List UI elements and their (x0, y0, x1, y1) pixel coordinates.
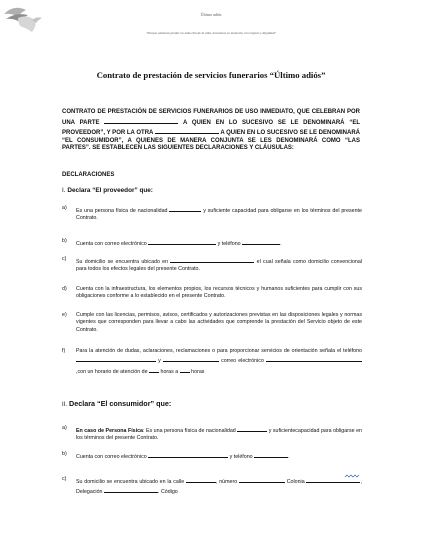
s2-item-b-text-1: Cuenta con correo electrónico (76, 454, 147, 460)
s1-item-a-label: a) (62, 205, 67, 211)
s1-item-a (62, 205, 362, 221)
s1-item-b-text-2: y teléfono (217, 241, 241, 247)
s2-item-c-text-2: , número (215, 479, 238, 485)
consumer-nationality-blank[interactable] (237, 425, 267, 432)
spellcheck-squiggle-icon (345, 474, 359, 478)
provider-phone-blank[interactable] (242, 238, 280, 245)
consumer-street-blank[interactable] (186, 476, 216, 483)
s1-item-d-text: Cuenta con la infraestructura, los elementos propios, los recursos técnicos y humanos suficientes para cumplir con sus obligaciones conforme a lo establecido en el presente Contrato. (76, 286, 362, 300)
consumer-name-blank[interactable] (155, 127, 219, 134)
s1-item-e-text: Cumple con las licencias, permisos, avisos, certificados y autorizaciones previstas en las disposiciones legales y normas vigentes que corresponden para llevar a cabo las actividades que comprende la prestación del Servicio objeto de este Contrato. (76, 312, 362, 333)
s1-item-d-label: d) (62, 286, 67, 292)
section1-heading (62, 187, 153, 195)
s2-item-c-text-3: Colonia (286, 479, 305, 485)
s1-item-f (62, 348, 362, 378)
s2-item-c-label: c) (62, 476, 67, 482)
orientation-phone-blank[interactable] (76, 355, 156, 362)
s1-item-f-label: f) (62, 348, 66, 354)
section2-heading (62, 399, 171, 408)
consumer-email-blank[interactable] (148, 451, 228, 458)
document-title: Contrato de prestación de servicios funerarios “Último adiós” (96, 70, 326, 80)
s1-item-c-text-1: Su domicilio se encuentra ubicado en (76, 259, 169, 265)
s1-item-b (62, 238, 362, 247)
s1-item-f-text-1: Para la atención de dudas, aclaraciones, reclamaciones o para proporcionar servicios de orientación señala el teléfono (76, 348, 362, 354)
orientation-extra-blank[interactable] (163, 355, 219, 362)
s2-item-a-bold: En caso de Persona Física (76, 428, 143, 434)
s1-item-c-label: c) (62, 256, 67, 262)
intro-text-3: A QUIEN EN LO SUCESIVO SE LE DENOMINARÁ “EL CONSUMIDOR”, A QUIENES DE MANERA CONJUNTA SE LES DENOMINARÁ COMO “LAS PARTES”. SE ESTABLECEN LAS SIGUIENTES DECLARACIONES Y CLÁUSULAS: (62, 130, 360, 152)
s2-item-c-text-4: , Delegación (76, 479, 362, 496)
s1-item-f-text-5: horas a (160, 368, 179, 375)
business-name: Último adiós (200, 12, 222, 17)
s1-item-b-text-3: . (280, 241, 282, 247)
s1-item-c-text-2: el cual señala como domicilio convencional para todos los efectos legales del presente Contrato. (76, 259, 362, 273)
consumer-phone-blank[interactable] (254, 451, 288, 458)
intro-text-2: A QUIEN EN LO SUCESIVO SE LE DENOMINARÁ “EL PROVEEDOR”, Y POR LA OTRA (62, 119, 360, 137)
s1-item-b-text-1: Cuenta con correo electrónico (76, 241, 147, 247)
s1-item-a-text-2: y suficiente capacidad para obligarse en los términos del presente Contrato. (76, 208, 362, 222)
s2-item-c-text-6: Código (160, 489, 178, 496)
s2-item-a-text-1: : Es una persona física de nacionalidad (143, 428, 236, 434)
s1-item-e-label: e) (62, 312, 67, 318)
s2-item-a-text-2: y suficientecapacidad para obligarse en los términos del presente Contrato. (76, 428, 362, 442)
s1-item-d (62, 286, 362, 302)
s1-item-f-text-6: horas (191, 368, 205, 375)
section2-heading-text: Declara “El consumidor” que: (69, 399, 172, 408)
provider-email-blank[interactable] (148, 238, 216, 245)
provider-name-blank[interactable] (104, 117, 178, 124)
s2-item-b-label: b) (62, 451, 67, 457)
s1-item-f-text-4: ,con un horario de atención de (76, 368, 148, 375)
s1-item-f-text-2: y (158, 358, 161, 365)
provider-address-blank[interactable] (170, 256, 254, 263)
s2-item-a (62, 425, 362, 441)
intro-text-1: CONTRATO DE PRESTACIÓN DE SERVICIOS FUNERARIOS DE USO INMEDIATO, QUE CELEBRAN POR UNA PARTE (62, 109, 360, 126)
s1-item-c (62, 256, 362, 272)
section1-label: I. (62, 187, 66, 194)
s1-item-b-label: b) (62, 238, 67, 244)
declaraciones-heading: DECLARACIONES (62, 172, 115, 178)
s2-item-b-text-2: y teléfono (229, 454, 253, 460)
s2-item-b-text-3: . (288, 454, 290, 460)
s2-item-a-label: a) (62, 425, 67, 431)
hours-from-blank[interactable] (149, 366, 159, 373)
s2-item-c (62, 476, 362, 494)
business-slogan: "Porque sabemos perder no toda ella de la vida, honramos su memoria con respeto y dignidad" (146, 31, 276, 35)
section2-label: II. (62, 402, 68, 408)
contract-intro (62, 109, 360, 153)
section1-heading-text: Declara “El proveedor” que: (67, 187, 153, 194)
consumer-delegacion-blank[interactable] (104, 486, 160, 496)
provider-nationality-blank[interactable] (169, 205, 201, 212)
s1-item-e (62, 312, 362, 336)
s1-item-a-text-1: Es una persona física de nacionalidad (76, 208, 168, 214)
s2-item-c-text-1: Su domicilio se encuentra ubicado en la calle (76, 479, 185, 485)
orientation-email-blank[interactable] (266, 355, 362, 362)
consumer-number-blank[interactable] (239, 476, 285, 483)
hours-to-blank[interactable] (180, 366, 190, 373)
s2-item-c-text-5: . (158, 489, 160, 496)
s2-item-b (62, 451, 362, 460)
s1-item-f-text-3: correo electrónico (221, 358, 264, 365)
